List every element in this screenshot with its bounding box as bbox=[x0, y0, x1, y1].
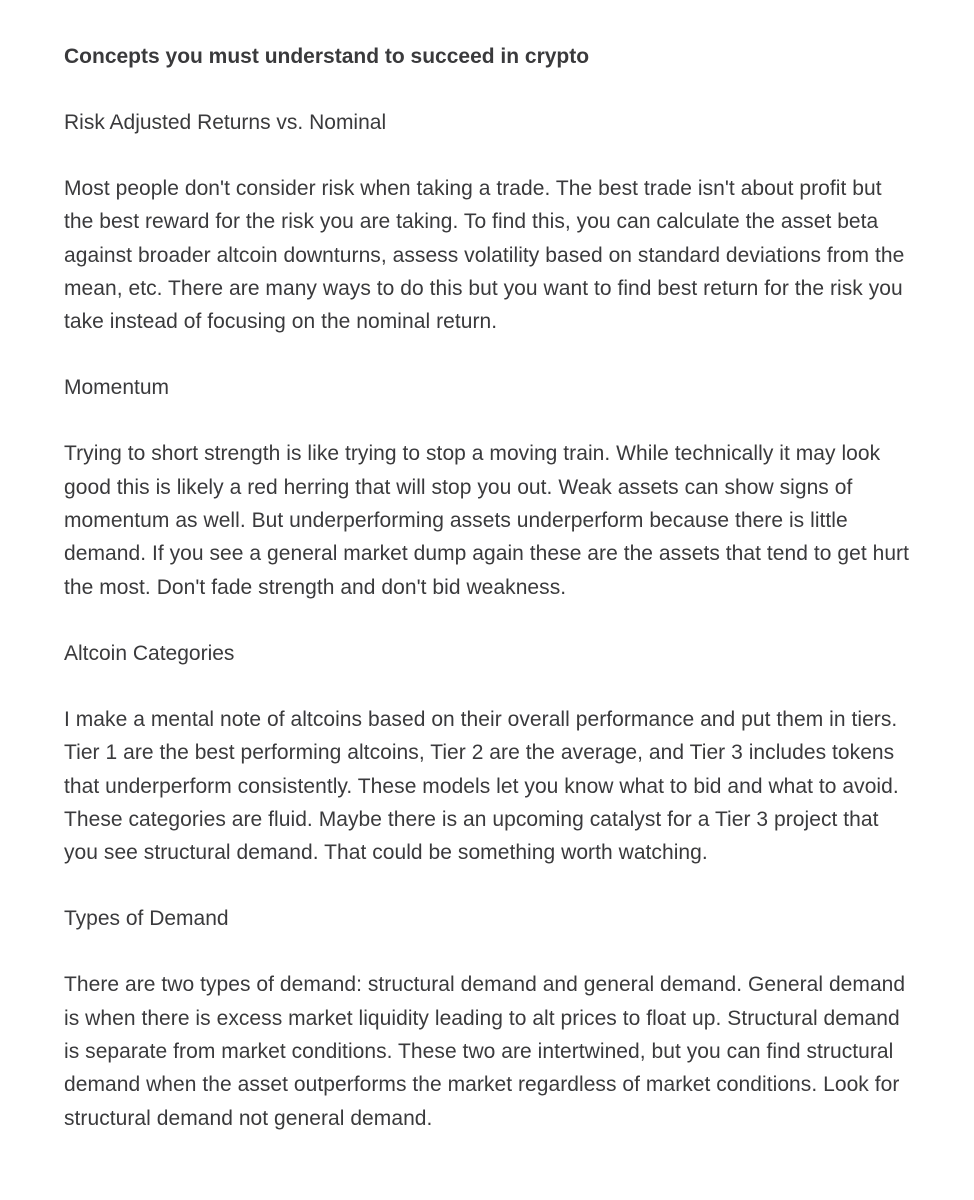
document-title: Concepts you must understand to succeed in crypto bbox=[64, 45, 590, 68]
section-body-momentum: Trying to short strength is like trying to stop a moving train. While technically it may look good this is likely a red herring that will stop you out. Weak assets can show signs of momentum as well. But underperforming assets underperform because there is little demand. If you see a general market dump again these are the assets that tend to get hurt the most. Don't fade strength and don't bid weakness. bbox=[64, 442, 909, 599]
section-heading-risk-adjusted-returns: Risk Adjusted Returns vs. Nominal bbox=[64, 111, 387, 134]
section-heading-altcoin-categories: Altcoin Categories bbox=[64, 641, 235, 665]
section-heading-momentum: Momentum bbox=[64, 376, 170, 400]
section-heading-types-of-demand: Types of Demand bbox=[64, 907, 229, 931]
section-body-risk-adjusted-returns: Most people don't consider risk when taking a trade. The best trade isn't about profit but the best reward for the risk you are taking. To find this, you can calculate the asset beta against broader altcoin downturns, assess volatility based on standard deviations from the mean, etc. There are many ways to do this but you want to find best return for the risk you take instead of focusing on the nominal return. bbox=[64, 177, 905, 334]
section-body-altcoin-categories: I make a mental note of altcoins based on their overall performance and put them in tiers. Tier 1 are the best performing altcoins, Tier 2 are the average, and Tier 3 includes tokens that underperform consistently. These models let you know what to bid and what to avoid. These categories are fluid. Maybe there is an upcoming catalyst for a Tier 3 project that you see structural demand. That could be something worth watching. bbox=[64, 707, 899, 865]
section-body-types-of-demand: There are two types of demand: structural demand and general demand. General demand is when there is excess market liquidity leading to alt prices to float up. Structural demand is separate from market conditions. These two are intertwined, but you can find structural demand when the asset outperforms the market regardless of market conditions. Look for structural demand not general demand. bbox=[64, 973, 906, 1130]
